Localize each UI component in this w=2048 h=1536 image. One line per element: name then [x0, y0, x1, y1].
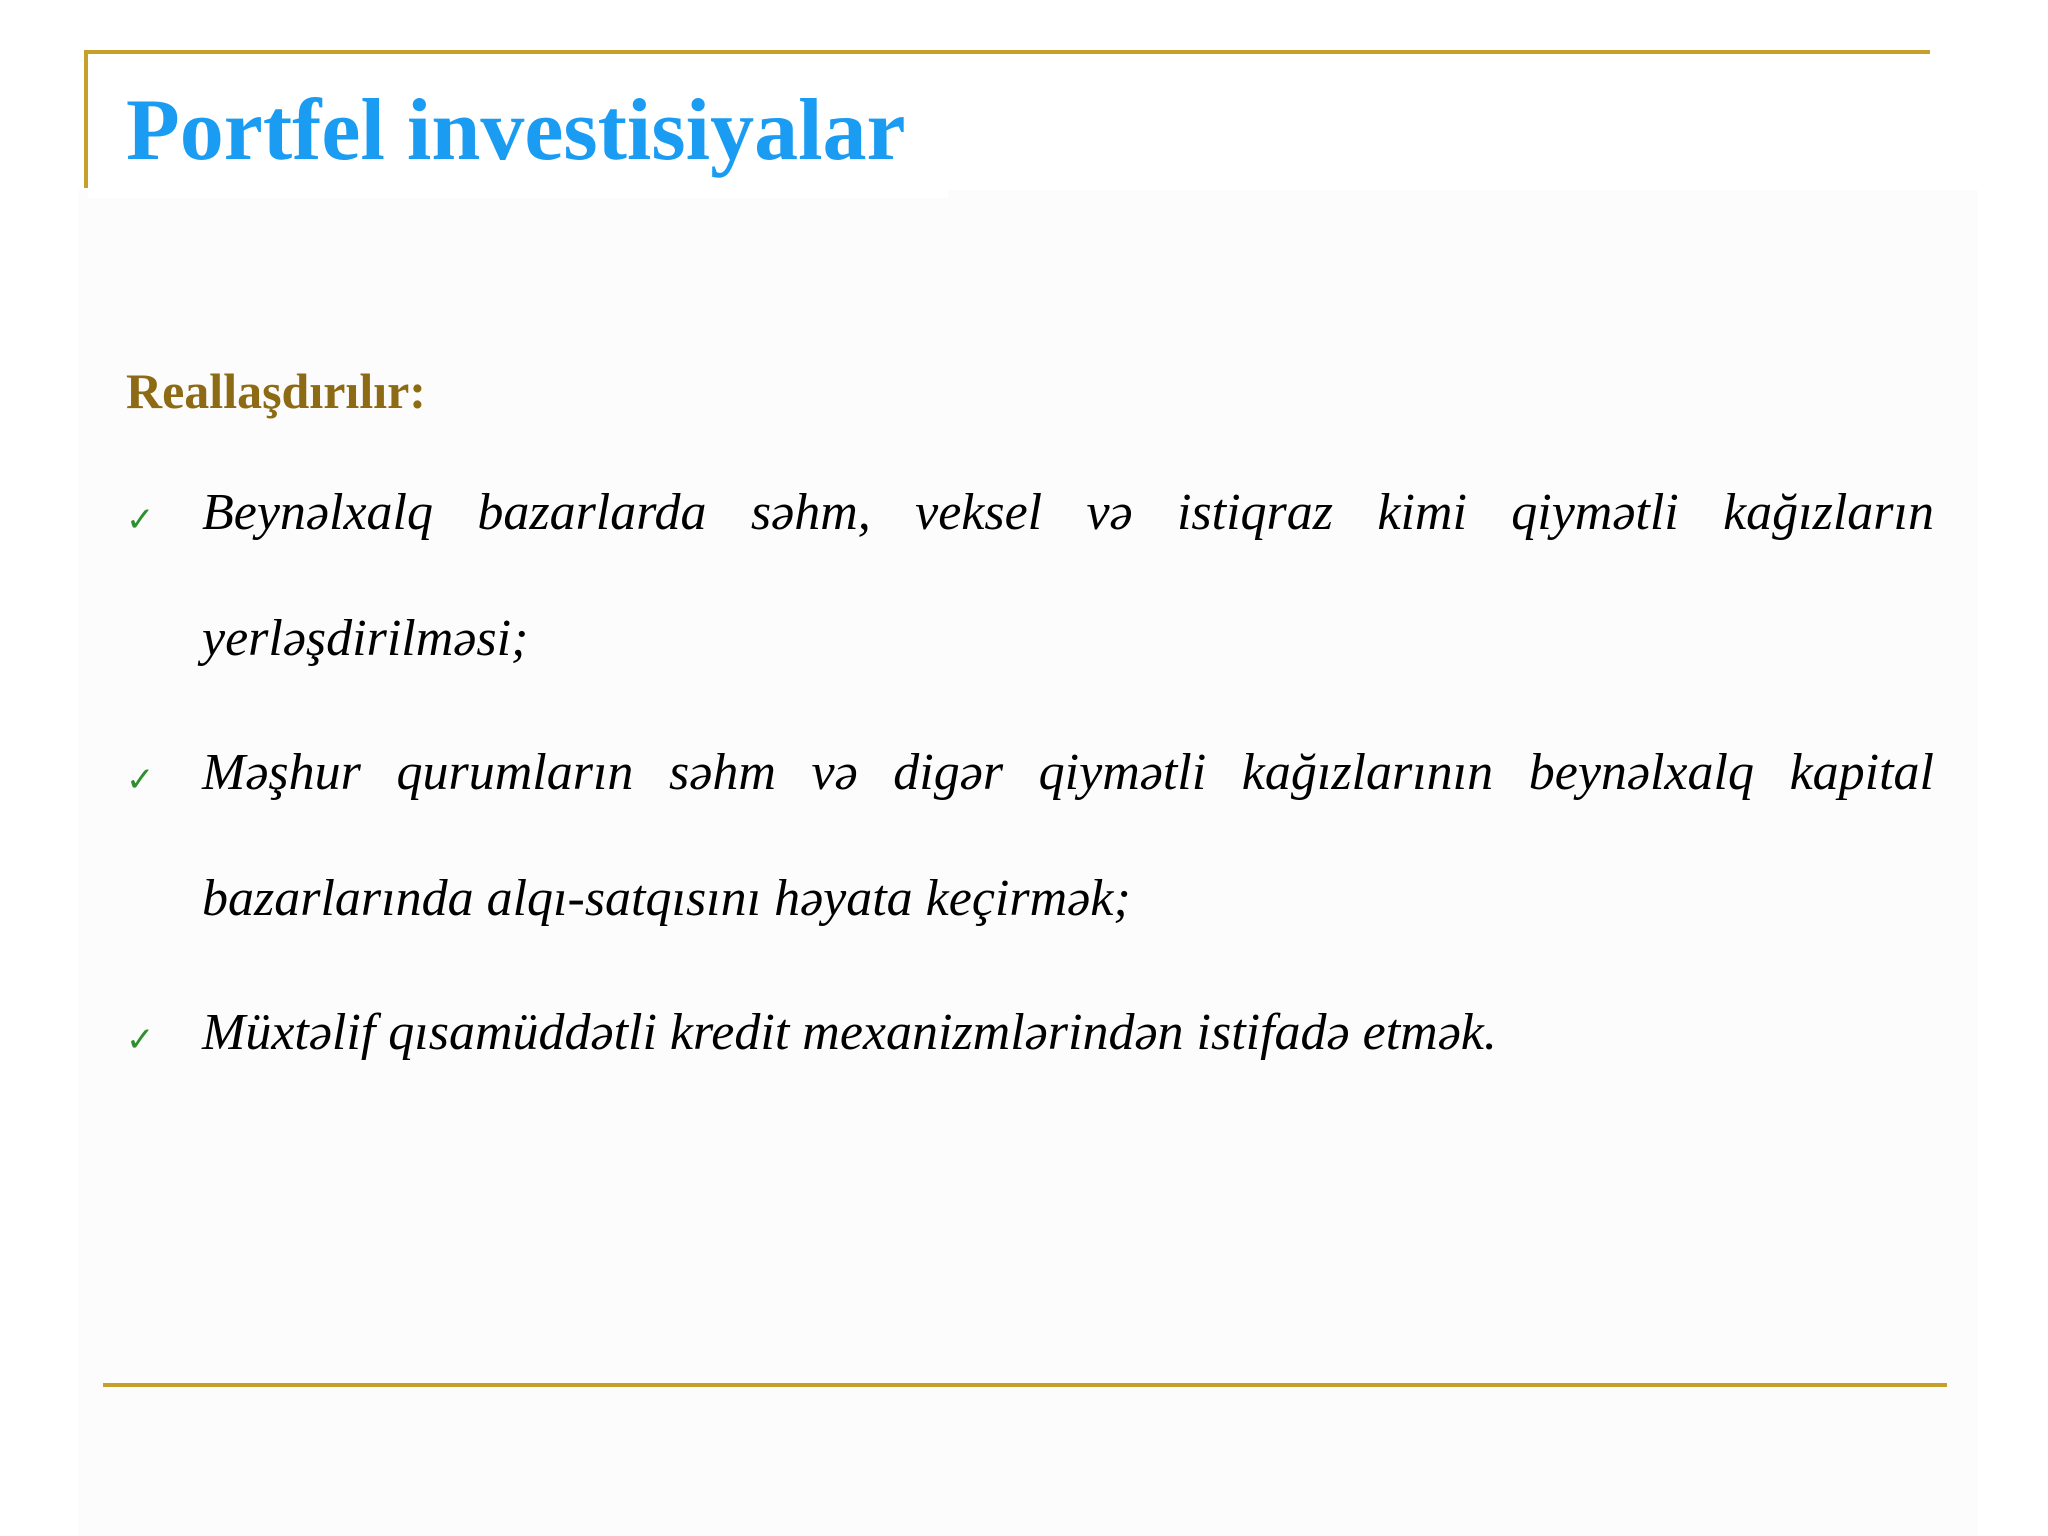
left-rule	[84, 50, 88, 188]
check-icon: ✓	[126, 1020, 155, 1060]
slide-subheading: Reallaşdırılır:	[126, 363, 426, 419]
bullet-text: Müxtəlif qısamüddətli kredit mexanizmlərindən istifadə etmək.	[202, 1004, 1497, 1061]
check-icon: ✓	[126, 500, 155, 540]
bullet-text: Beynəlxalq bazarlarda səhm, veksel və istiqraz kimi qiymətli kağızların yerləşdirilməsi;	[202, 484, 1934, 667]
bullet-item	[126, 484, 1934, 702]
bullet-text: Məşhur qurumların səhm və digər qiymətli kağızlarının beynəlxalq kapital bazarlarında alqı-satqısını həyata keçirmək;	[202, 744, 1934, 927]
bullet-item	[126, 744, 1934, 962]
bullet-item	[126, 1004, 1934, 1096]
bottom-rule	[103, 1383, 1947, 1387]
check-icon: ✓	[126, 760, 155, 800]
top-rule	[84, 50, 1930, 54]
slide-title: Portfel investisiyalar	[126, 82, 906, 179]
